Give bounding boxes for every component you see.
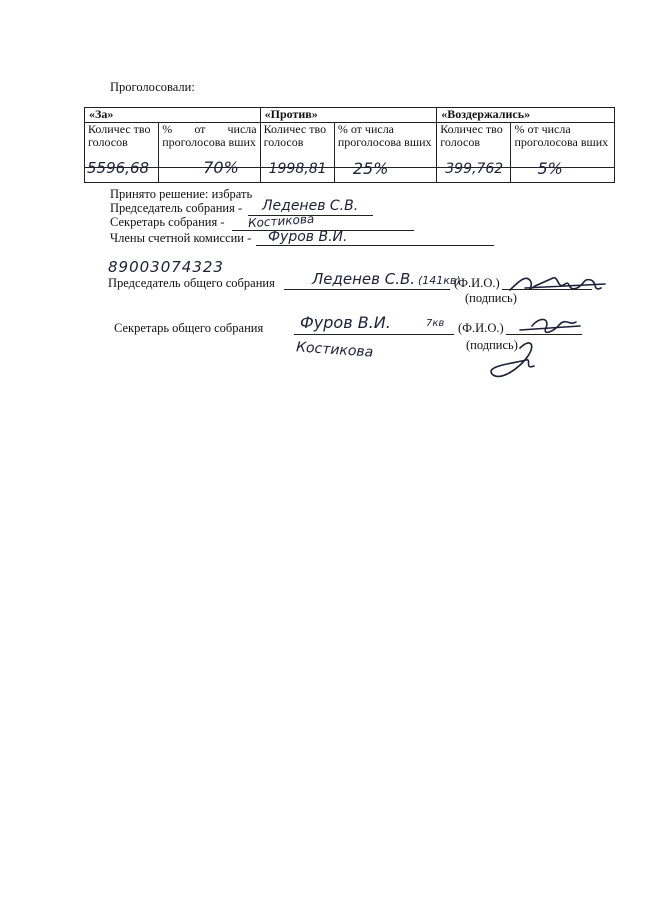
abstain-votes-value: 399,762	[445, 161, 504, 177]
commission-line	[256, 245, 494, 246]
col-count-header: Количес тво голосов	[437, 123, 511, 168]
chairman-fio-label: (Ф.И.О.)	[454, 276, 500, 290]
commission-handwritten: Фуров В.И.	[268, 229, 348, 245]
group-for-header: «За»	[85, 108, 261, 123]
abstain-percent-value: 5%	[537, 159, 563, 178]
col-percent-header: % от числа проголосова вших	[159, 123, 260, 168]
col-percent-header: % от числа проголосова вших	[511, 123, 615, 168]
group-abstain-header: «Воздержались»	[437, 108, 615, 123]
voting-results-table	[84, 107, 615, 183]
chairman-signature-mark	[505, 268, 615, 298]
chairman-fio-line	[284, 289, 450, 290]
chairman-apartment-note: (141кв)	[418, 274, 461, 287]
chairman-handwritten: Леденев С.В.	[262, 198, 359, 214]
secretary-signature-mark	[480, 308, 590, 388]
commission-label: Члены счетной комиссии -	[110, 231, 252, 245]
col-count-header: Количес тво голосов	[260, 123, 334, 168]
phone-number: 89003074323	[108, 258, 224, 276]
for-votes-value: 5596,68	[87, 159, 150, 177]
chairman-signature-label: (подпись)	[465, 291, 517, 305]
secretary-handwritten-name: Фуров В.И.	[300, 313, 391, 332]
for-percent-value: 70%	[203, 158, 239, 177]
secretary-label: Секретарь собрания -	[110, 215, 225, 229]
secretary-fio-label: (Ф.И.О.)	[458, 321, 504, 335]
against-votes-value: 1998,81	[268, 161, 327, 177]
secretary-fio-line	[294, 334, 454, 335]
secretary-apartment-note: 7кв	[426, 318, 445, 329]
chairman-label: Председатель собрания -	[110, 201, 243, 215]
group-against-header: «Против»	[260, 108, 437, 123]
secretary-sign-label: Секретарь общего собрания	[114, 321, 264, 335]
voted-label: Проголосовали:	[110, 80, 195, 94]
decision-label: Принято решение: избрать	[110, 187, 253, 201]
col-percent-header: % от числа проголосова вших	[334, 123, 436, 168]
chairman-sign-label: Председатель общего собрания	[108, 276, 275, 290]
against-percent-value: 25%	[352, 159, 389, 178]
col-count-header: Количес тво голосов	[85, 123, 159, 168]
secretary-signature-label: (подпись)	[466, 338, 518, 352]
secretary-second-name: Костикова	[295, 339, 374, 361]
secretary-handwritten: Костикова	[247, 211, 315, 231]
chairman-handwritten-name: Леденев С.В.	[312, 270, 416, 288]
